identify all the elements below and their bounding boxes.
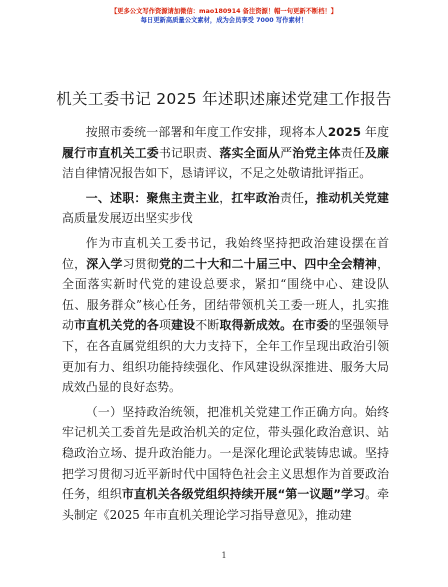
section-heading-1: 一、述职：聚焦主责主业，扛牢政治责任，推动机关党建高质量发展迈出坚实步伐 <box>62 190 389 226</box>
document-title: 机关工委书记 2025 年述职述廉述党建工作报告 <box>56 90 392 108</box>
intro-paragraph: 按照市委统一部署和年度工作安排，现将本人2025 年度履行市直机关工委书记职责、落实全面从严治党主体责任及廉洁自律情况报告如下，恳请评议，不足之处敬请批评指正。 <box>62 125 389 181</box>
page-number: 1 <box>221 551 227 560</box>
document-body <box>62 122 389 525</box>
promo-line-1: 【更多公文写作资源请加微信：mao180914 备注资源！帽一句更新不断档！】 <box>110 8 338 15</box>
promo-line-2: 每日更新高质量公文素材，成为会员享受 7000 写作素材！ <box>140 17 308 24</box>
body-paragraph-2: 作为市直机关工委书记，我始终坚持把政治建设摆在首位，深入学习贯彻党的二十大和二十届三中、四中全会精神，全面落实新时代党的建设总要求，紧扣“围绕中心、建设队伍、服务群众”核心任务，团结带领机关工委一班人，扎实推动市直机关党的各项建设不断取得新成效。在市委的坚强领导下，在各直属党组织的大力支持下，全年工作呈现出政治引领更加有力、组织功能持续强化、作风建设纵深推进、服务大局成效凸显的良好态势。 <box>62 235 389 395</box>
promo-banner <box>0 7 448 25</box>
body-paragraph-3: （一）坚持政治统领，把准机关党建工作正确方向。始终牢记机关工委首先是政治机关的定位，带头强化政治意识、站稳政治立场、提升政治能力。一是深化理论武装铸忠诚。坚持把学习贯彻习近平新时代中国特色社会主义思想作为首要政治任务，组织市直机关各级党组织持续开展“第一议题”学习。牵头制定《2025 年市直机关理论学习指导意见》，推动建 <box>62 404 389 522</box>
